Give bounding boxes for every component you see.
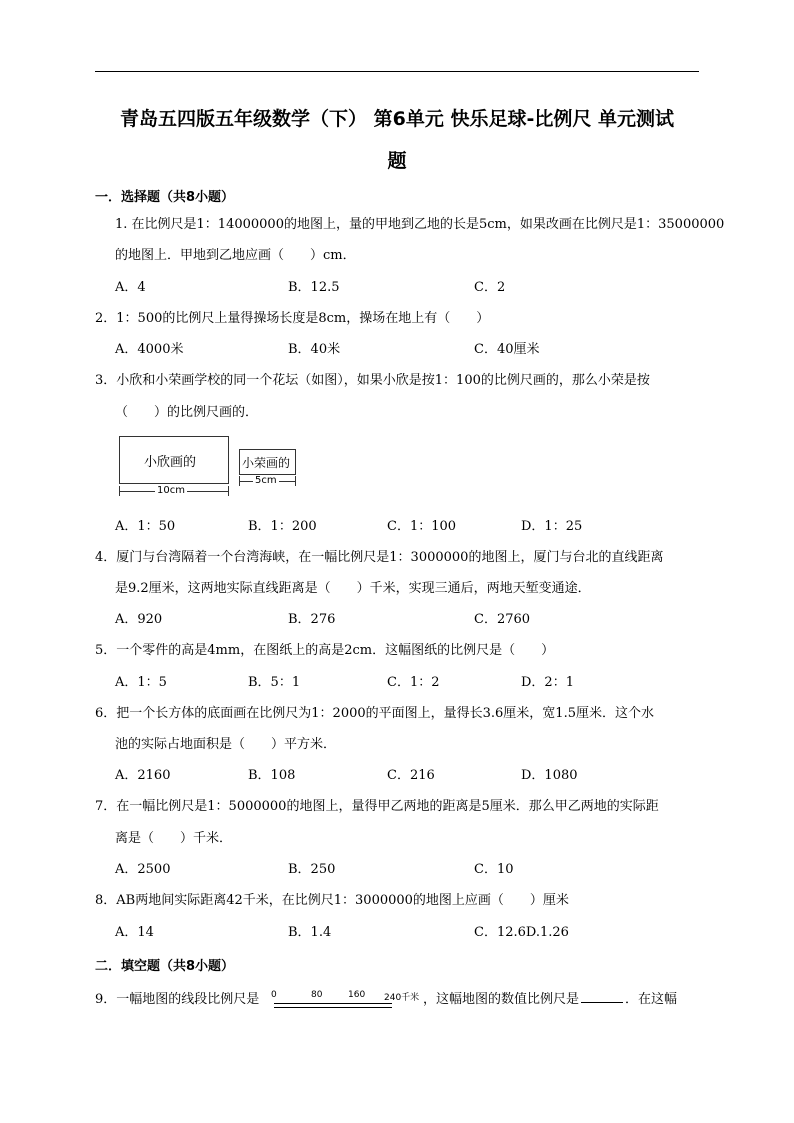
question-6-line-1: 6．把一个长方体的底面画在比例尺为1：2000的平面图上，量得长3.6厘米，宽1.5厘米．这个水 bbox=[95, 706, 654, 721]
xiaorong-label: 小荣画的 bbox=[242, 456, 291, 470]
question-6-option-d: D．1080 bbox=[521, 768, 578, 783]
question-7-option-b: B．250 bbox=[288, 862, 336, 877]
question-9-suffix bbox=[423, 992, 677, 1008]
scale-bar bbox=[274, 1003, 392, 1008]
question-7-line-1: 7．在一幅比例尺是1：5000000的地图上，量得甲乙两地的距离是5厘米．那么甲乙两地的实际距 bbox=[95, 799, 659, 814]
scale-tick-0: 0 bbox=[271, 990, 277, 1000]
scale-tick-80: 80 bbox=[311, 990, 323, 1000]
question-3-option-a: A．1：50 bbox=[115, 519, 176, 534]
question-3-option-b: B．1：200 bbox=[248, 519, 317, 534]
question-1-line-1: 1. 在比例尺是1：14000000的地图上，量的甲地到乙地的长是5cm，如果改画在比例尺是1：35000000 bbox=[115, 217, 725, 232]
question-8-line-1: 8．AB两地间实际距离42千米，在比例尺1：3000000的地图上应画（ ）厘米 bbox=[95, 893, 569, 908]
question-4-option-c: C．2760 bbox=[474, 612, 531, 627]
question-4-option-b: B．276 bbox=[288, 612, 336, 627]
question-5-option-a: A．1：5 bbox=[115, 675, 167, 690]
question-8-option-b: B．1.4 bbox=[288, 925, 332, 940]
xiaoxin-dimension bbox=[119, 486, 229, 498]
question-1-option-a: A．4 bbox=[115, 280, 146, 295]
question-5-option-b: B．5：1 bbox=[248, 675, 301, 690]
question-2-option-a: A．4000米 bbox=[115, 342, 184, 357]
xiaorong-drawing-box bbox=[239, 449, 296, 475]
question-7-option-c: C．10 bbox=[474, 862, 514, 877]
question-6-option-c: C．216 bbox=[387, 768, 435, 783]
xiaorong-dimension bbox=[239, 476, 296, 488]
question-5-option-d: D．2：1 bbox=[521, 675, 574, 690]
answer-blank[interactable] bbox=[581, 1002, 623, 1003]
question-7-option-a: A．2500 bbox=[115, 862, 171, 877]
question-6-option-b: B．108 bbox=[248, 768, 296, 783]
question-1-line-2: 的地图上．甲地到乙地应画（ ）cm． bbox=[115, 248, 356, 263]
section-fill-heading: 二．填空题（共8小题） bbox=[95, 959, 235, 974]
question-9-tail: ．在这幅 bbox=[625, 992, 678, 1007]
question-2-option-b: B．40米 bbox=[288, 342, 341, 357]
question-4-line-2: 是9.2厘米，这两地实际直线距离是（ ）千米，实现三通后，两地天堑变通途． bbox=[115, 581, 591, 596]
question-5-option-c: C．1：2 bbox=[387, 675, 440, 690]
question-7-line-2: 离是（ ）千米． bbox=[115, 831, 233, 846]
xiaoxin-drawing-box bbox=[119, 436, 229, 484]
question-9-prefix: 9．一幅地图的线段比例尺是 bbox=[95, 992, 260, 1007]
xiaorong-dimension-label: 5cm bbox=[255, 475, 277, 486]
question-4-option-a: A．920 bbox=[115, 612, 163, 627]
question-4-line-1: 4．厦门与台湾隔着一个台湾海峡，在一幅比例尺是1：3000000的地图上，厦门与台北的直线距离 bbox=[95, 550, 664, 565]
question-2-line-1: 2．1：500的比例尺上量得操场长度是8cm，操场在地上有（ ） bbox=[95, 311, 490, 326]
question-2-option-c: C．40厘米 bbox=[474, 342, 540, 357]
question-8-option-c: C．12.6D.1.26 bbox=[474, 925, 569, 940]
document-title: 青岛五四版五年级数学（下） 第6单元 快乐足球-比例尺 单元测试 bbox=[120, 108, 674, 130]
question-1-option-b: B．12.5 bbox=[288, 280, 340, 295]
line-scale-figure bbox=[271, 990, 421, 1010]
question-8-option-a: A．14 bbox=[115, 925, 154, 940]
xiaoxin-label: 小欣画的 bbox=[144, 455, 197, 470]
question-1-option-c: C．2 bbox=[474, 280, 506, 295]
question-3-line-2: （ ）的比例尺画的． bbox=[115, 405, 259, 420]
question-5-line-1: 5．一个零件的高是4mm，在图纸上的高是2cm．这幅图纸的比例尺是（ ） bbox=[95, 643, 555, 658]
section-choice-heading: 一．选择题（共8小题） bbox=[95, 190, 235, 205]
xiaoxin-dimension-label: 10cm bbox=[157, 485, 185, 496]
question-3-option-d: D．1：25 bbox=[521, 519, 583, 534]
scale-tick-240: 240千米 bbox=[384, 993, 420, 1003]
question-6-option-a: A．2160 bbox=[115, 768, 171, 783]
question-3-option-c: C．1：100 bbox=[387, 519, 457, 534]
question-3-line-1: 3．小欣和小荣画学校的同一个花坛（如图），如果小欣是按1：100的比例尺画的，那么小荣是按 bbox=[95, 373, 650, 388]
header-rule bbox=[95, 71, 699, 72]
question-9-suffix-text: ，这幅地图的数值比例尺是 bbox=[423, 992, 580, 1007]
scale-tick-160: 160 bbox=[348, 990, 366, 1000]
document-title-continued: 题 bbox=[387, 150, 407, 172]
question-6-line-2: 池的实际占地面积是（ ）平方米． bbox=[115, 737, 337, 752]
